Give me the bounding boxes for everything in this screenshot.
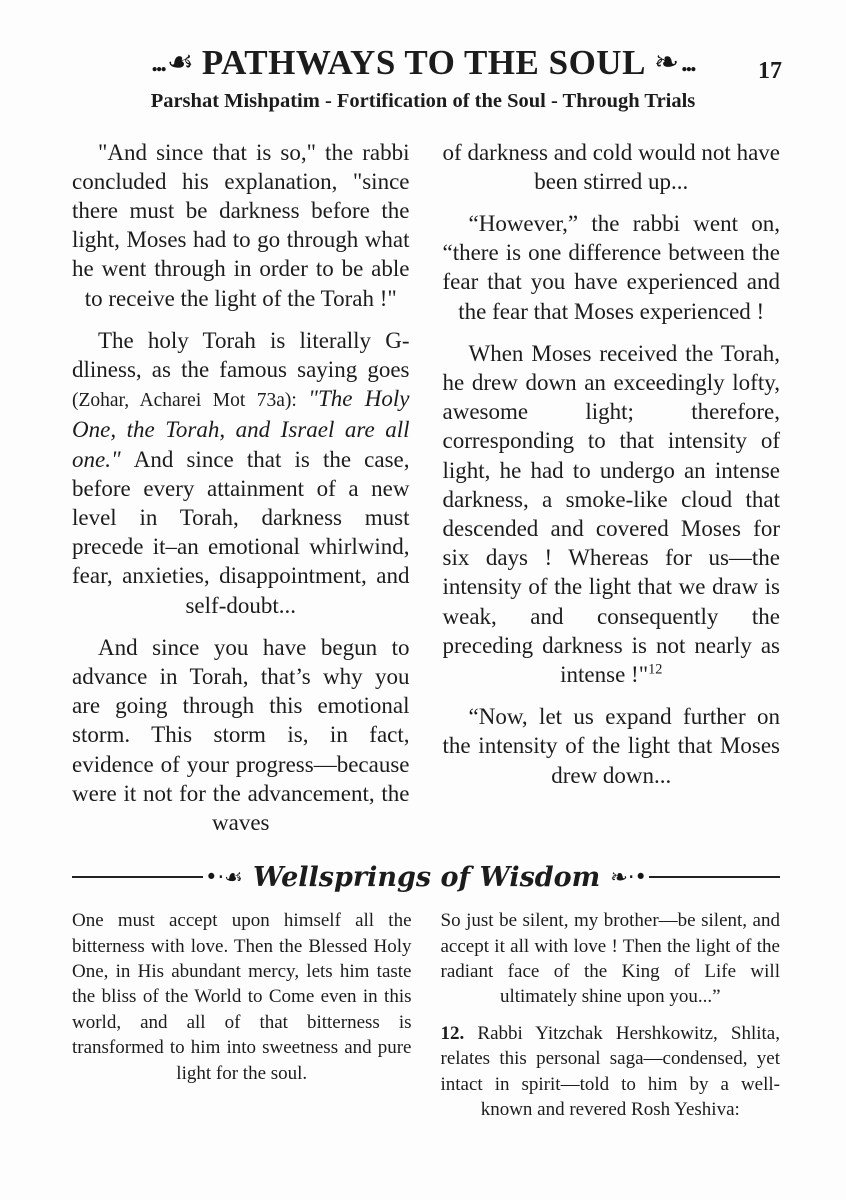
title-row [43, 44, 803, 83]
body-paragraph: “Now, let us expand further on the intensity of the light that Moses drew down... [442, 704, 780, 788]
footnote-text: Rabbi Yitzchak Hershkowitz, Shlita, relates this personal saga—condensed, yet intact in spirit—told to him by a well-known and revered Rosh Yeshiva: [440, 1022, 780, 1121]
divider-ornament-right-icon: ❧·• [610, 865, 647, 890]
header-ornament-right [653, 45, 695, 81]
footnote-paragraph: So just be silent, my brother—be silent, and accept it all with love ! Then the light of the radiant face of the King of Life will ultimately shine upon you...” [440, 910, 780, 1008]
paragraph-segment: The holy Torah is literally G-dliness, as the famous saying goes [72, 327, 410, 382]
footnote-reference: 12 [648, 661, 663, 678]
section-subtitle: Parshat Mishpatim - Fortification of the Soul - Through Trials [150, 89, 696, 112]
footnote-paragraph: One must accept upon himself all the bitterness with love. Then the Blessed Holy One, in His abundant mercy, lets him taste the bliss of the World to Come even in this world, and all of that bitterness is transformed to him into sweetness and pure light for the soul. [72, 910, 412, 1084]
footnote-column-right [441, 908, 781, 1133]
divider-rule-right [649, 876, 780, 878]
body-column-right [443, 138, 781, 851]
footnote-column-left [72, 908, 412, 1133]
page-title: PATHWAYS TO THE SOUL [201, 43, 646, 82]
footnote-section [0, 902, 846, 1133]
ornament-dots-icon: ... [681, 48, 695, 78]
body-paragraph [72, 326, 410, 620]
divider-ornament-left-icon: •·☙ [205, 865, 243, 890]
body-column-left [72, 138, 410, 851]
header-ornament-left [151, 45, 194, 81]
floral-swirl-icon: ☙ [166, 45, 194, 81]
body-paragraph: of darkness and cold would not have been stirred up... [442, 139, 780, 194]
paragraph-segment: And since that is the case, before every attainment of a new level in Torah, darkness must precede it–an emotional whirlwind, fear, anxieties, disappointment, and self-doubt... [72, 446, 410, 618]
quoted-saying: "The Holy One, the Torah, and Israel are all one." [72, 386, 410, 472]
body-paragraph [443, 339, 781, 689]
page-number: 17 [758, 58, 782, 84]
footnote-number: 12. [440, 1022, 465, 1044]
wellsprings-label: Wellsprings of Wisdom [252, 861, 601, 893]
body-text [0, 113, 846, 851]
body-paragraph: “However,” the rabbi went on, “there is one difference between the fear that you have experienced and the fear that Moses experienced ! [442, 210, 780, 324]
body-paragraph: "And since that is so," the rabbi concluded his explanation, "since there must be darkness before the light, Moses had to go through what he went through in order to be able to receive the light of the Torah !" [72, 139, 410, 311]
source-citation: (Zohar, Acharei Mot 73a): [72, 390, 309, 412]
paragraph-segment: When Moses received the Torah, he drew down an exceedingly lofty, awesome light; therefore, corresponding to that intensity of light, he had to undergo an intense darkness, a smoke-like cloud that descended and covered Moses for six days ! Whereas for us—the intensity of the light that we draw is weak, and consequently the preceding darkness is not nearly as intense !" [442, 340, 780, 687]
footnote-divider [72, 860, 780, 894]
page-header [0, 0, 846, 113]
body-paragraph: And since you have begun to advance in Torah, that’s why you are going through this emotional storm. This storm is, in fact, evidence of your progress—because were it not for the advancement, the waves [72, 634, 410, 835]
footnote-paragraph [441, 1021, 781, 1123]
ornament-dots-icon: ... [151, 48, 165, 78]
floral-swirl-icon: ❧ [653, 45, 680, 81]
divider-rule-left [72, 876, 203, 878]
